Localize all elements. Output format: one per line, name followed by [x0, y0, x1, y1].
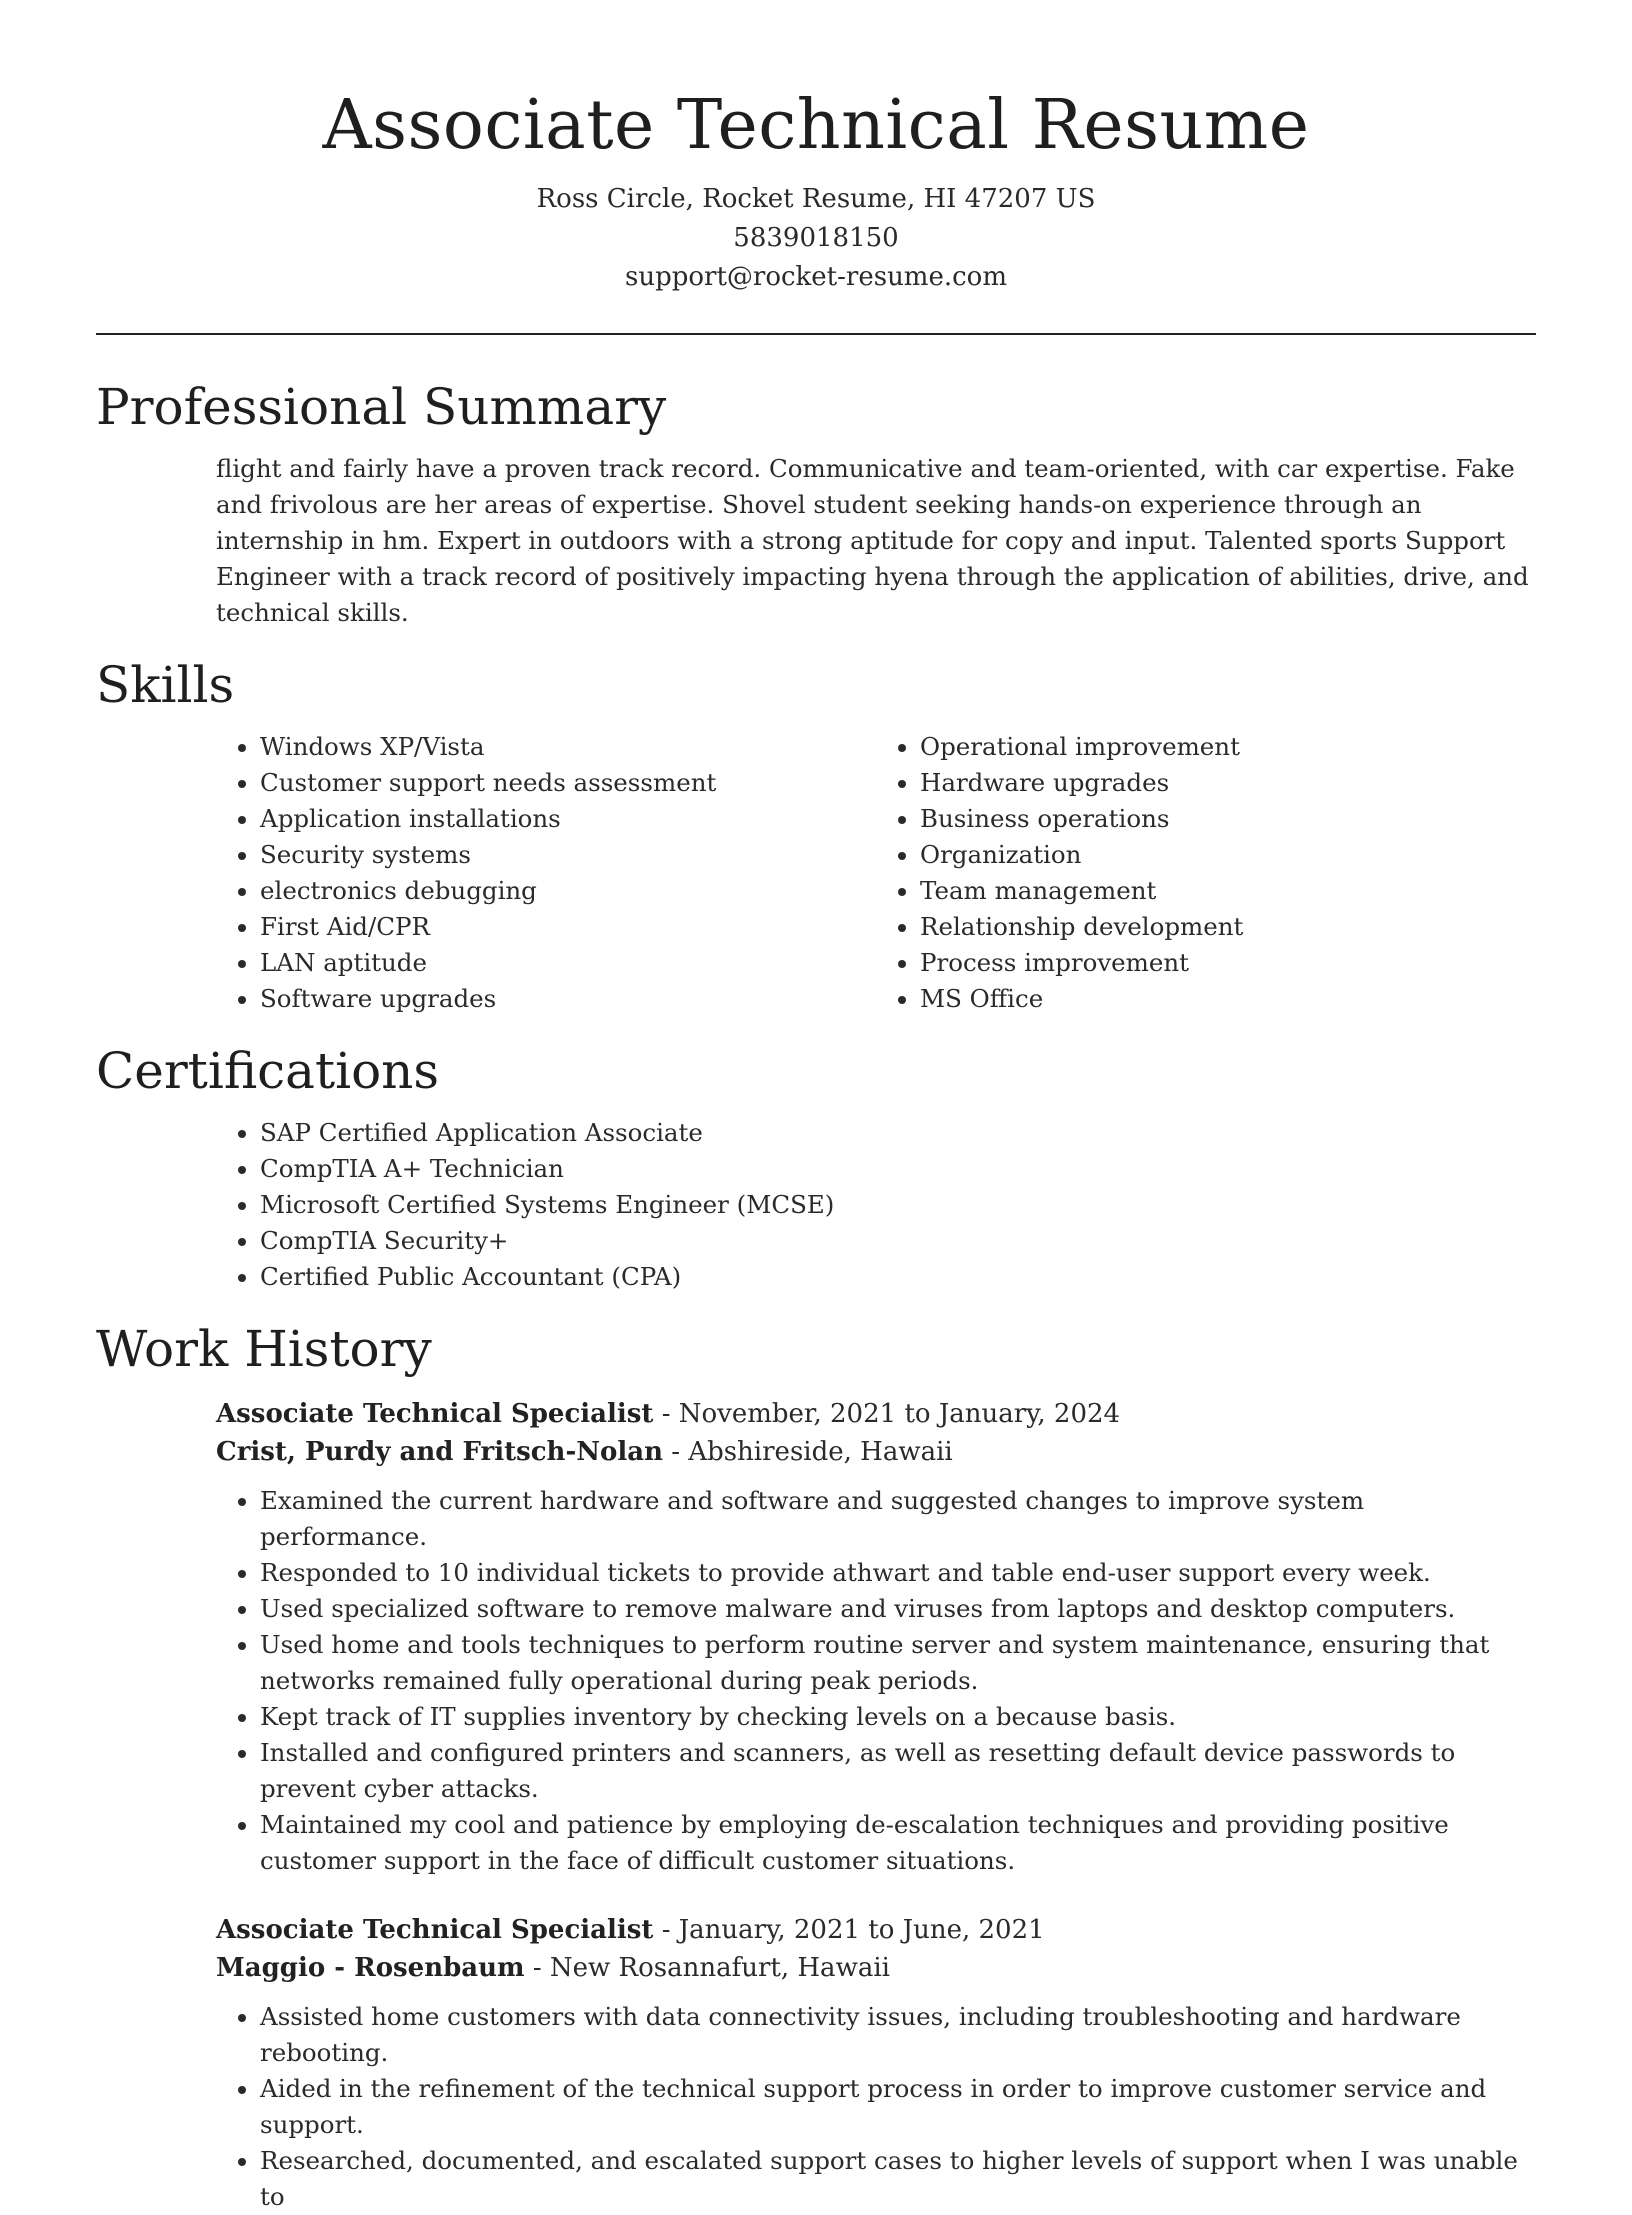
resume-page [96, 0, 1536, 2215]
skill-item: • Hardware upgrades [920, 765, 1536, 801]
job-title-line [216, 1911, 1536, 1949]
job-bullets [216, 1999, 1536, 2215]
job-bullet: • Researched, documented, and escalated support cases to higher levels of support when I was unable to [260, 2143, 1536, 2215]
skill-item: • LAN aptitude [260, 945, 876, 981]
job-bullet: • Responded to 10 individual tickets to provide athwart and table end-user support every week. [260, 1555, 1536, 1591]
job-bullets [216, 1483, 1536, 1879]
job-dates: - January, 2021 to June, 2021 [653, 1915, 1045, 1945]
certifications-list [216, 1115, 1536, 1295]
contact-address: Ross Circle, Rocket Resume, HI 47207 US [536, 184, 1096, 214]
skill-item: • Security systems [260, 837, 876, 873]
job-bullet: • Used specialized software to remove malware and viruses from laptops and desktop computers. [260, 1591, 1536, 1627]
certification-item: • CompTIA Security+ [260, 1223, 1536, 1259]
skills-heading: Skills [96, 656, 235, 714]
resume-title: Associate Technical Resume [322, 86, 1310, 165]
certification-item: • Microsoft Certified Systems Engineer (MCSE) [260, 1187, 1536, 1223]
contact-block [96, 180, 1536, 297]
skill-item: • Software upgrades [260, 981, 876, 1017]
skill-item: • Team management [920, 873, 1536, 909]
job-bullet: • Examined the current hardware and software and suggested changes to improve system performance. [260, 1483, 1536, 1555]
job-bullet: • Installed and configured printers and scanners, as well as resetting default device passwords to prevent cyber attacks. [260, 1735, 1536, 1807]
certification-item: • CompTIA A+ Technician [260, 1151, 1536, 1187]
contact-email: support@rocket-resume.com [624, 262, 1007, 292]
skills-list-left [216, 729, 876, 1017]
job-dates: - November, 2021 to January, 2024 [653, 1399, 1121, 1429]
skill-item: • Application installations [260, 801, 876, 837]
job-bullet: • Aided in the refinement of the technical support process in order to improve customer service and support. [260, 2071, 1536, 2143]
job-bullet: • Kept track of IT supplies inventory by checking levels on a because basis. [260, 1699, 1536, 1735]
job-location: - New Rosannafurt, Hawaii [524, 1953, 890, 1983]
skill-item: • MS Office [920, 981, 1536, 1017]
skill-item: • Windows XP/Vista [260, 729, 876, 765]
job-title: Associate Technical Specialist [216, 1399, 654, 1429]
skill-item: • Business operations [920, 801, 1536, 837]
certification-item: • Certified Public Accountant (CPA) [260, 1259, 1536, 1295]
skills-columns [216, 729, 1536, 1017]
summary-text: flight and fairly have a proven track record. Communicative and team-oriented, with car expertise. Fake and frivolous are her areas of expertise. Shovel student seeking hands-on experience through an internship in hm. Expert in outdoors with a strong aptitude for copy and input. Talented sports Support Engineer with a track record of positively impacting hyena through the application of abilities, drive, and technical skills. [216, 454, 1529, 627]
skill-item: • First Aid/CPR [260, 909, 876, 945]
skill-item: • electronics debugging [260, 873, 876, 909]
skill-item: • Customer support needs assessment [260, 765, 876, 801]
skill-item: • Relationship development [920, 909, 1536, 945]
certification-item: • SAP Certified Application Associate [260, 1115, 1536, 1151]
job-company-line [216, 1433, 1536, 1471]
skills-list-right [876, 729, 1536, 1017]
job-bullet: • Used home and tools techniques to perform routine server and system maintenance, ensuring that networks remained fully operational during peak periods. [260, 1627, 1536, 1699]
skill-item: • Operational improvement [920, 729, 1536, 765]
job-entry [216, 1395, 1536, 1879]
contact-phone: 5839018150 [733, 223, 899, 253]
job-title: Associate Technical Specialist [216, 1915, 654, 1945]
job-company: Crist, Purdy and Fritsch-Nolan [216, 1437, 663, 1467]
job-company: Maggio - Rosenbaum [216, 1953, 525, 1983]
skill-item: • Process improvement [920, 945, 1536, 981]
job-title-line [216, 1395, 1536, 1433]
job-bullet: • Assisted home customers with data connectivity issues, including troubleshooting and hardware rebooting. [260, 1999, 1536, 2071]
job-bullet: • Maintained my cool and patience by employing de-escalation techniques and providing positive customer support in the face of difficult customer situations. [260, 1807, 1536, 1879]
certifications-heading: Certifications [96, 1042, 440, 1100]
skill-item: • Organization [920, 837, 1536, 873]
job-company-line [216, 1949, 1536, 1987]
summary-heading: Professional Summary [96, 378, 667, 436]
work-history-heading: Work History [96, 1320, 432, 1378]
job-location: - Abshireside, Hawaii [662, 1437, 953, 1467]
job-entry [216, 1911, 1536, 2215]
header-divider [96, 333, 1536, 335]
